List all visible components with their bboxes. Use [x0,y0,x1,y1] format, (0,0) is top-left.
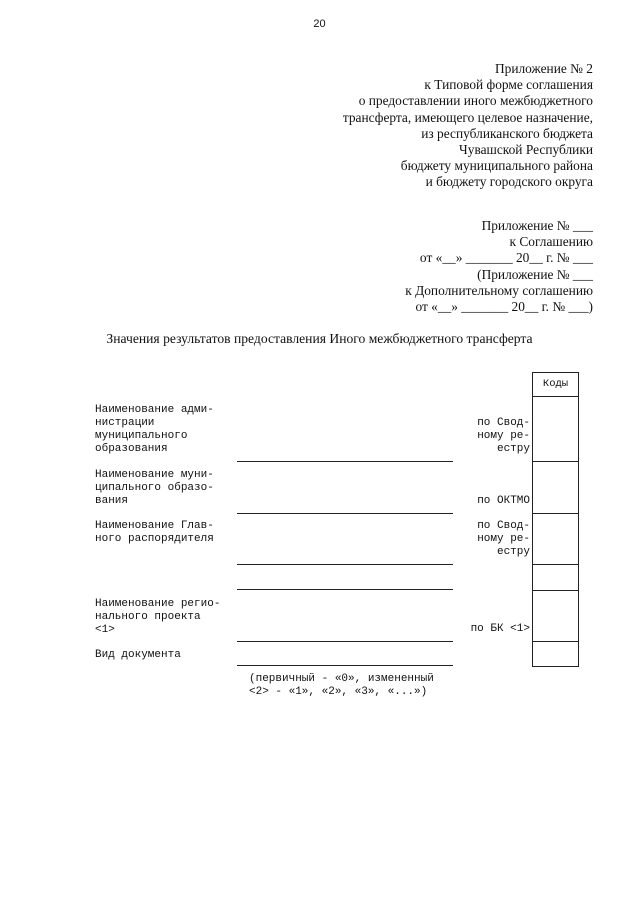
agreement-header-line: от «__» _______ 20__ г. № ___) [415,299,593,315]
code-cell-bk[interactable] [532,590,579,642]
agreement-header-line: (Приложение № ___ [477,266,593,282]
chief-manager-label: Наименование Глав- ного распорядителя [95,520,214,546]
code-cell-document-type[interactable] [532,641,579,667]
appendix-header-line: Чувашской Республики [459,142,593,158]
appendix-header-line: к Типовой форме соглашения [424,77,593,93]
document-title: Значения результатов предоставления Иного межбюджетного трансферта [106,331,533,346]
document-type-fill-line[interactable] [237,665,453,666]
bk-code-label: по БК <1> [470,623,530,635]
regional-project-fill-line[interactable] [237,641,453,642]
code-cell-svod-registry-2[interactable] [532,513,579,565]
regional-project-label: Наименование регио- нального проекта <1> [95,598,221,637]
appendix-header-line: трансферта, имеющего целевое назначение, [342,109,593,125]
svod-registry-code-label: по Свод- ному ре- естру [477,417,530,456]
chief-manager-extra-fill-line[interactable] [237,589,453,590]
administration-label: Наименование адми- нистрации муниципального образования [95,404,214,456]
appendix-header-line: из республиканского бюджета [421,125,593,141]
document-type-label: Вид документа [95,649,181,661]
codes-header: Коды [532,372,579,397]
municipality-fill-line[interactable] [237,513,453,514]
oktmo-code-label: по ОКТМО [477,495,530,507]
agreement-header [405,218,593,315]
municipality-label: Наименование муни- ципального образо- вания [95,469,214,508]
appendix-header-line: и бюджету городского округа [425,174,593,190]
appendix-header-line: бюджету муниципального района [400,158,593,174]
document-type-note: (первичный - «0», измененный <2> - «1», «2», «3», «...») [249,673,434,699]
code-cell-oktmo[interactable] [532,461,579,514]
appendix-header-line: Приложение № 2 [494,61,593,76]
agreement-header-line: Приложение № ___ [481,218,593,233]
appendix-header-line: о предоставлении иного межбюджетного [358,93,593,109]
agreement-header-line: к Дополнительному соглашению [405,282,593,298]
page-number: 20 [313,18,326,30]
code-cell-svod-registry[interactable] [532,396,579,462]
appendix-header [343,61,593,191]
agreement-header-line: от «__» _______ 20__ г. № ___ [419,250,593,266]
svod-registry-code-label-2: по Свод- ному ре- естру [477,520,530,559]
chief-manager-fill-line[interactable] [237,564,453,565]
administration-fill-line[interactable] [237,461,453,462]
code-cell-blank[interactable] [532,564,579,591]
agreement-header-line: к Соглашению [509,234,593,250]
